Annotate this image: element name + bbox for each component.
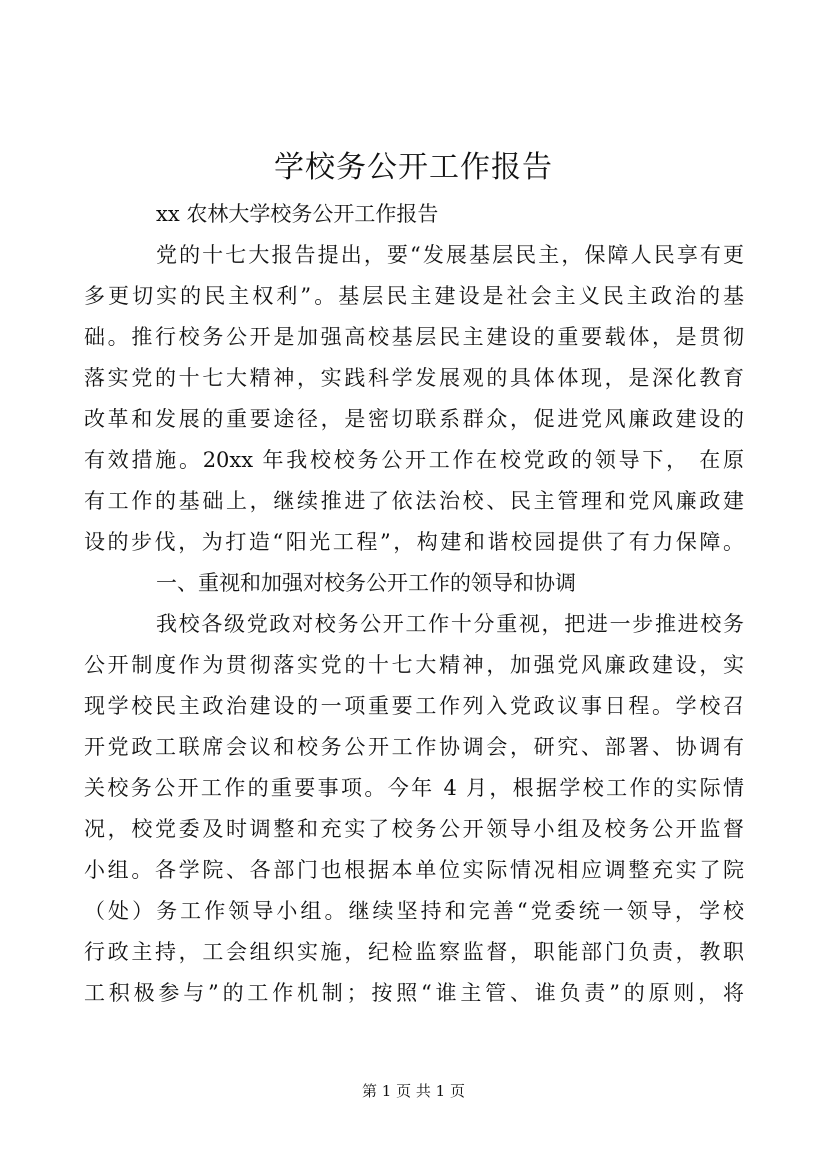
paragraph-line: 有工作的基础上，继续推进了依法治校、民主管理和党风廉政建 xyxy=(84,489,744,513)
paragraph-2 xyxy=(84,604,744,1014)
paragraph-line: 关校务公开工作的重要事项。今年 4 月，根据学校工作的实际情 xyxy=(84,776,744,800)
section-heading: 一、重视和加强对校务公开工作的领导和协调 xyxy=(156,571,576,595)
paragraph-line: 开党政工联席会议和校务公开工作协调会，研究、部署、协调有 xyxy=(84,735,744,759)
paragraph-line: 我校各级党政对校务公开工作十分重视，把进一步推进校务 xyxy=(156,612,744,636)
paragraph-line: 有效措施。20xx 年我校校务公开工作在校党政的领导下， 在原 xyxy=(84,448,744,472)
paragraph-1 xyxy=(84,235,744,563)
document-body xyxy=(84,194,744,1014)
paragraph-line: 小组。各学院、各部门也根据本单位实际情况相应调整充实了院 xyxy=(84,858,744,882)
page-footer: 第 1 页 共 1 页 xyxy=(362,1082,465,1100)
paragraph-line: 改革和发展的重要途径，是密切联系群众，促进党风廉政建设的 xyxy=(84,407,744,431)
paragraph-line: 落实党的十七大精神，实践科学发展观的具体体现，是深化教育 xyxy=(84,366,744,390)
document-title: 学校务公开工作报告 xyxy=(274,150,553,185)
document-subtitle: xx 农林大学校务公开工作报告 xyxy=(156,202,439,226)
paragraph-line: 多更切实的民主权利”。基层民主建设是社会主义民主政治的基 xyxy=(84,284,744,308)
paragraph-line: 党的十七大报告提出，要“发展基层民主，保障人民享有更 xyxy=(156,243,744,267)
paragraph-line: 设的步伐，为打造“阳光工程”，构建和谐校园提供了有力保障。 xyxy=(84,530,744,554)
paragraph-line: 工积极参与”的工作机制；按照“谁主管、谁负责”的原则，将 xyxy=(84,981,744,1005)
paragraph-line: 现学校民主政治建设的一项重要工作列入党政议事日程。学校召 xyxy=(84,694,744,718)
paragraph-line: （处）务工作领导小组。继续坚持和完善“党委统一领导，学校 xyxy=(84,899,744,923)
paragraph-line: 况，校党委及时调整和充实了校务公开领导小组及校务公开监督 xyxy=(84,817,744,841)
paragraph-line: 行政主持，工会组织实施，纪检监察监督，职能部门负责，教职 xyxy=(84,940,744,964)
paragraph-line: 础。推行校务公开是加强高校基层民主建设的重要载体，是贯彻 xyxy=(84,325,744,349)
paragraph-line: 公开制度作为贯彻落实党的十七大精神，加强党风廉政建设，实 xyxy=(84,653,744,677)
